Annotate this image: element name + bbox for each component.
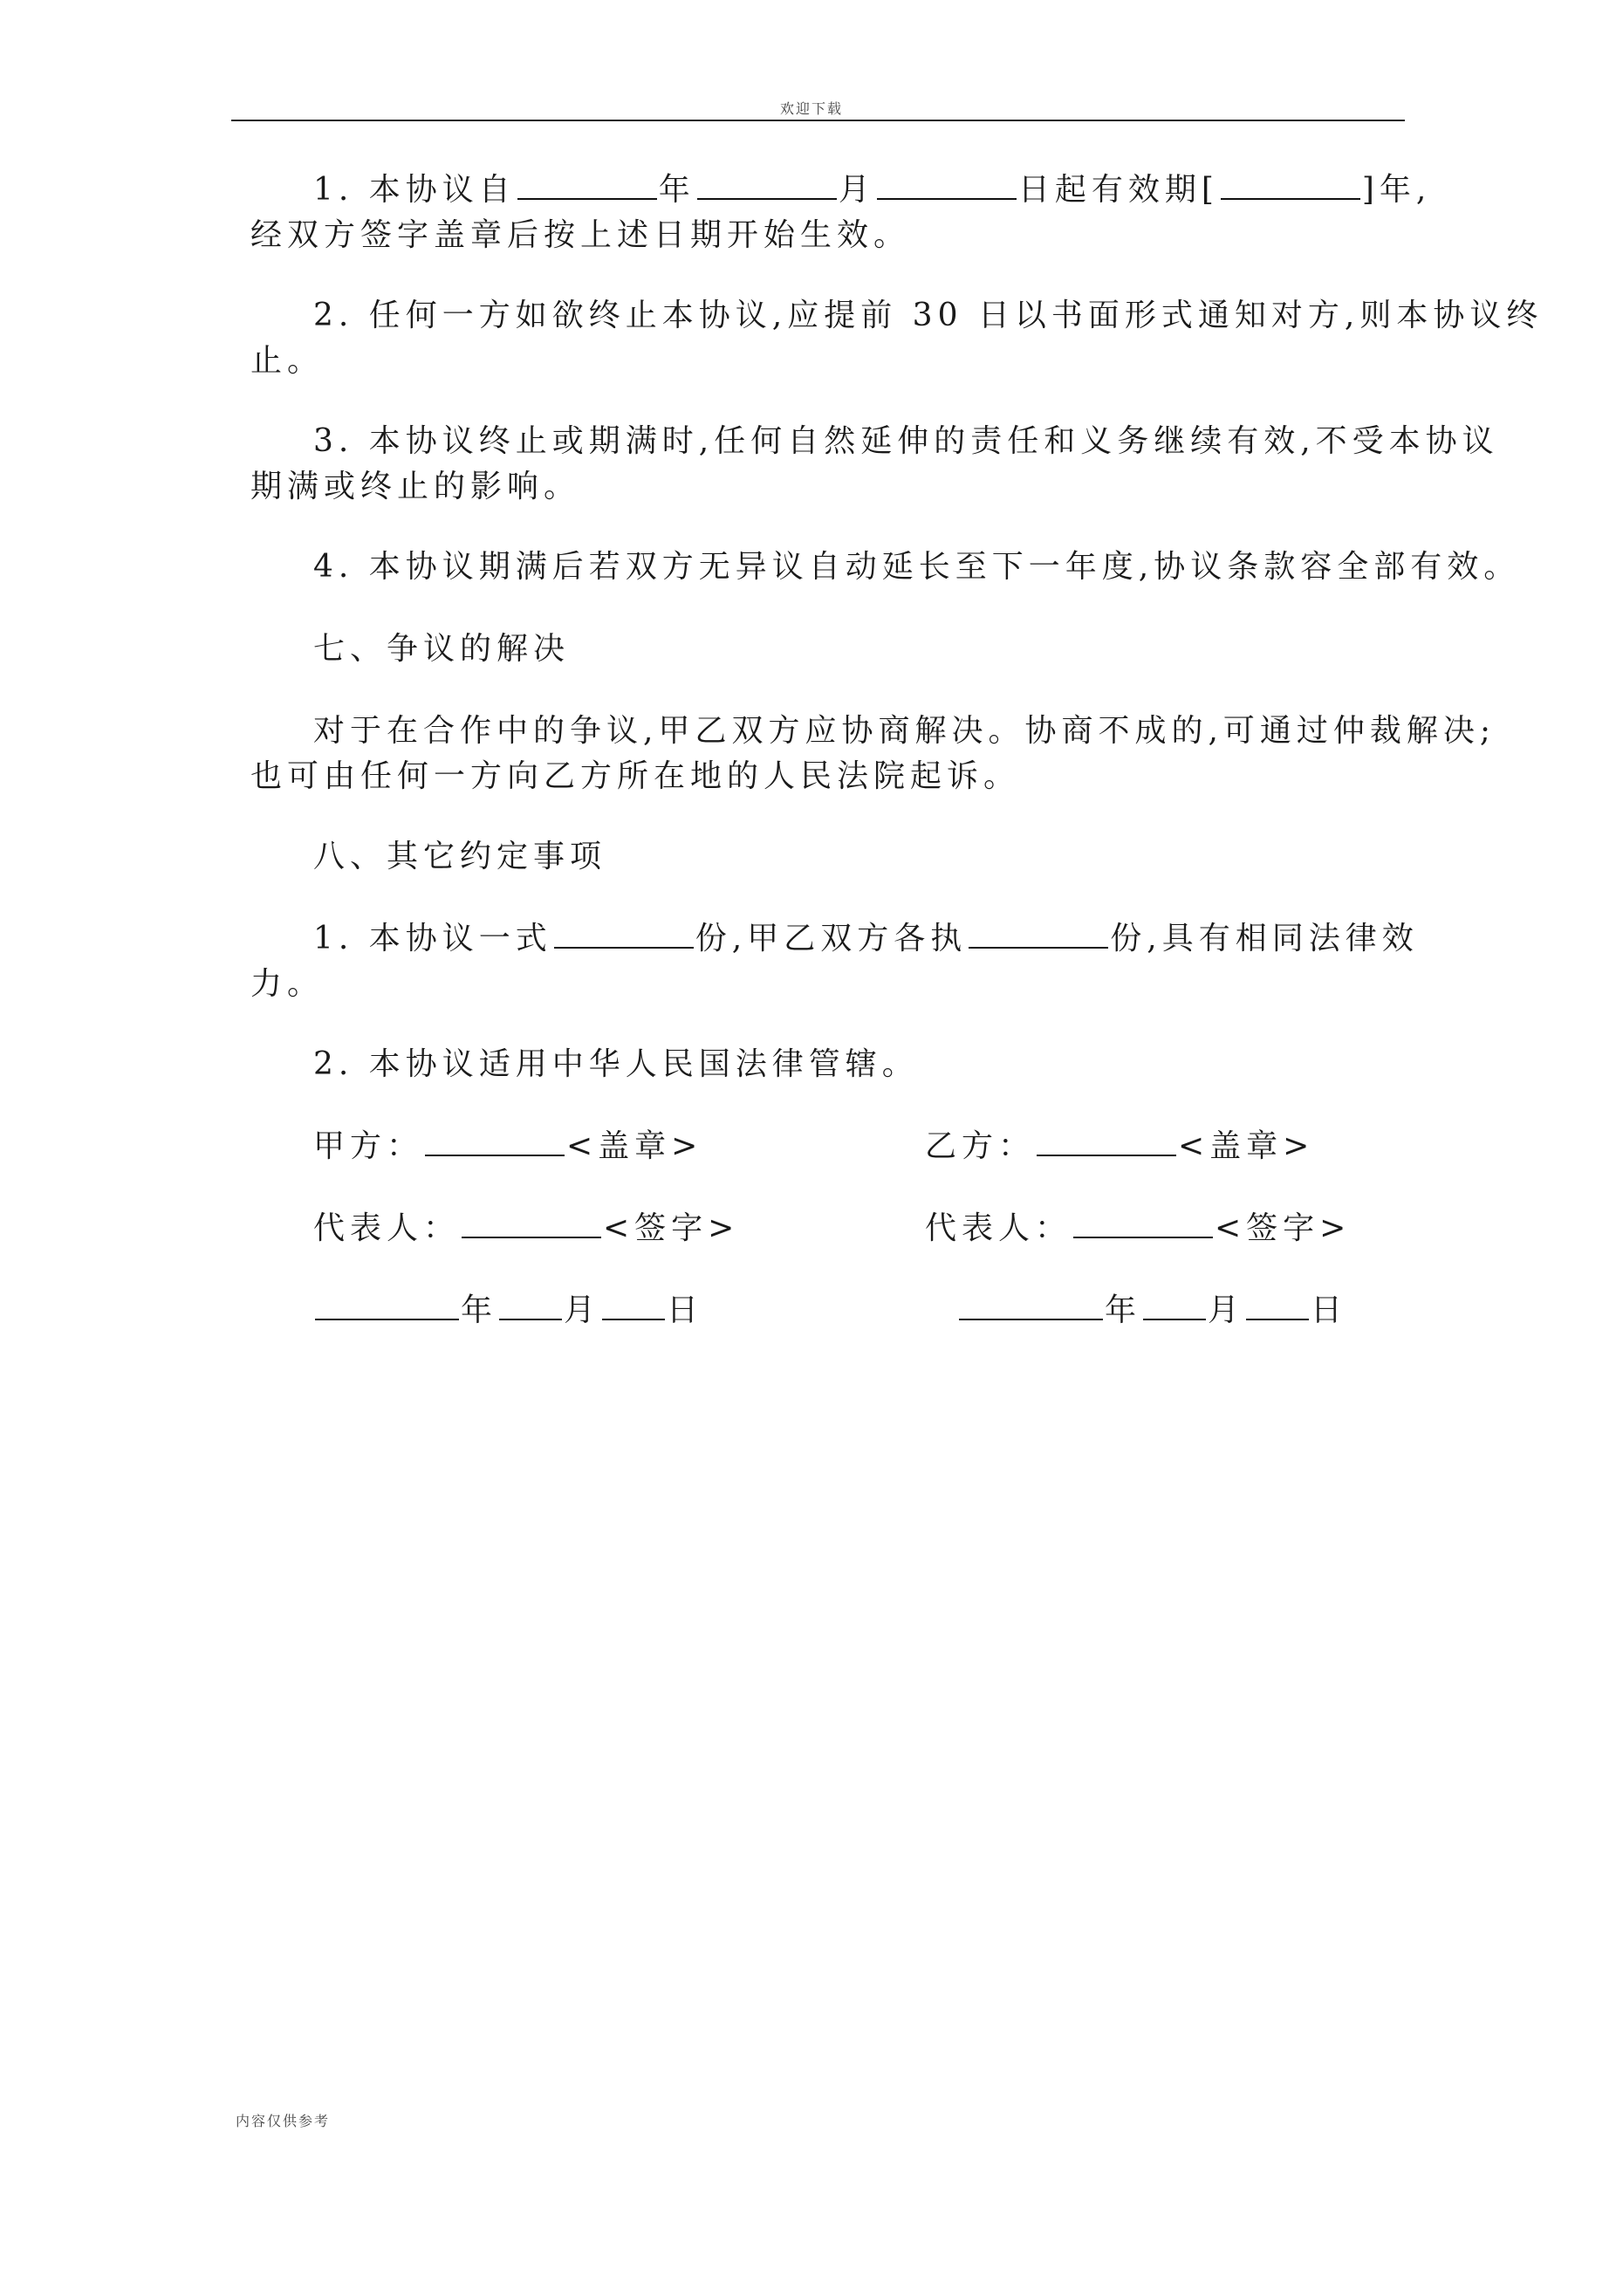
party-b-rep-line: 代表人： <签字> (925, 1210, 1352, 1246)
dispute-line-1: 对于在合作中的争议,甲乙双方应协商解决。协商不成的,可通过仲裁解决; (313, 713, 1496, 749)
dispute-line-2: 也可由任何一方向乙方所在地的人民法院起诉。 (250, 758, 1021, 794)
party-a-name-blank (425, 1128, 565, 1156)
other-2-line-1: 2. 本协议适用中华人民国法律管辖。 (313, 1046, 919, 1082)
clause-3-line-2: 期满或终止的影响。 (250, 469, 581, 504)
party-b-year-blank (959, 1292, 1103, 1320)
clause-4-line-1: 4. 本协议期满后若双方无异议自动延长至下一年度,协议条款容全部有效。 (313, 549, 1521, 585)
clause-3-line-1: 3. 本协议终止或期满时,任何自然延伸的责任和义务继续有效,不受本协议 (313, 423, 1499, 459)
start-year-blank (517, 172, 657, 200)
clause-2-line-2: 止。 (250, 343, 325, 379)
page-header: 欢迎下载 (779, 100, 843, 117)
other-1-line-1: 1. 本协议一式 份,甲乙双方各执 份,具有相同法律效 (313, 921, 1419, 956)
party-a-year-blank (315, 1292, 459, 1320)
start-month-blank (697, 172, 837, 200)
other-1-line-2: 力。 (250, 966, 325, 1002)
party-b-month-blank (1143, 1292, 1206, 1320)
copies-total-blank (554, 921, 694, 949)
party-a-rep-line: 代表人： <签字> (313, 1210, 740, 1246)
party-b-date-line: 年 月 日 (957, 1288, 1347, 1333)
party-b-name-blank (1037, 1128, 1176, 1156)
party-a-date-line: 年 月 日 (313, 1288, 703, 1333)
party-a-rep-blank (462, 1210, 601, 1238)
copies-each-blank (969, 921, 1108, 949)
party-a-seal-line: 甲方： <盖章> (313, 1128, 703, 1164)
party-b-rep-blank (1073, 1210, 1213, 1238)
party-b-day-blank (1246, 1292, 1309, 1320)
party-b-seal-line: 乙方： <盖章> (925, 1128, 1315, 1164)
section-heading-dispute: 七、争议的解决 (313, 631, 571, 667)
clause-1-line-1: 1. 本协议自 年 月 日起有效期[ ]年, (313, 172, 1432, 208)
clause-2-line-1: 2. 任何一方如欲终止本协议,应提前 30 日以书面形式通知对方,则本协议终 (313, 298, 1544, 333)
party-a-day-blank (602, 1292, 665, 1320)
term-years-blank (1221, 172, 1360, 200)
page-footer: 内容仅供参考 (236, 2113, 331, 2129)
start-day-blank (877, 172, 1017, 200)
clause-1-line-2: 经双方签字盖章后按上述日期开始生效。 (250, 217, 911, 253)
section-heading-other: 八、其它约定事项 (313, 839, 607, 874)
header-divider (231, 120, 1405, 121)
party-a-month-blank (499, 1292, 562, 1320)
